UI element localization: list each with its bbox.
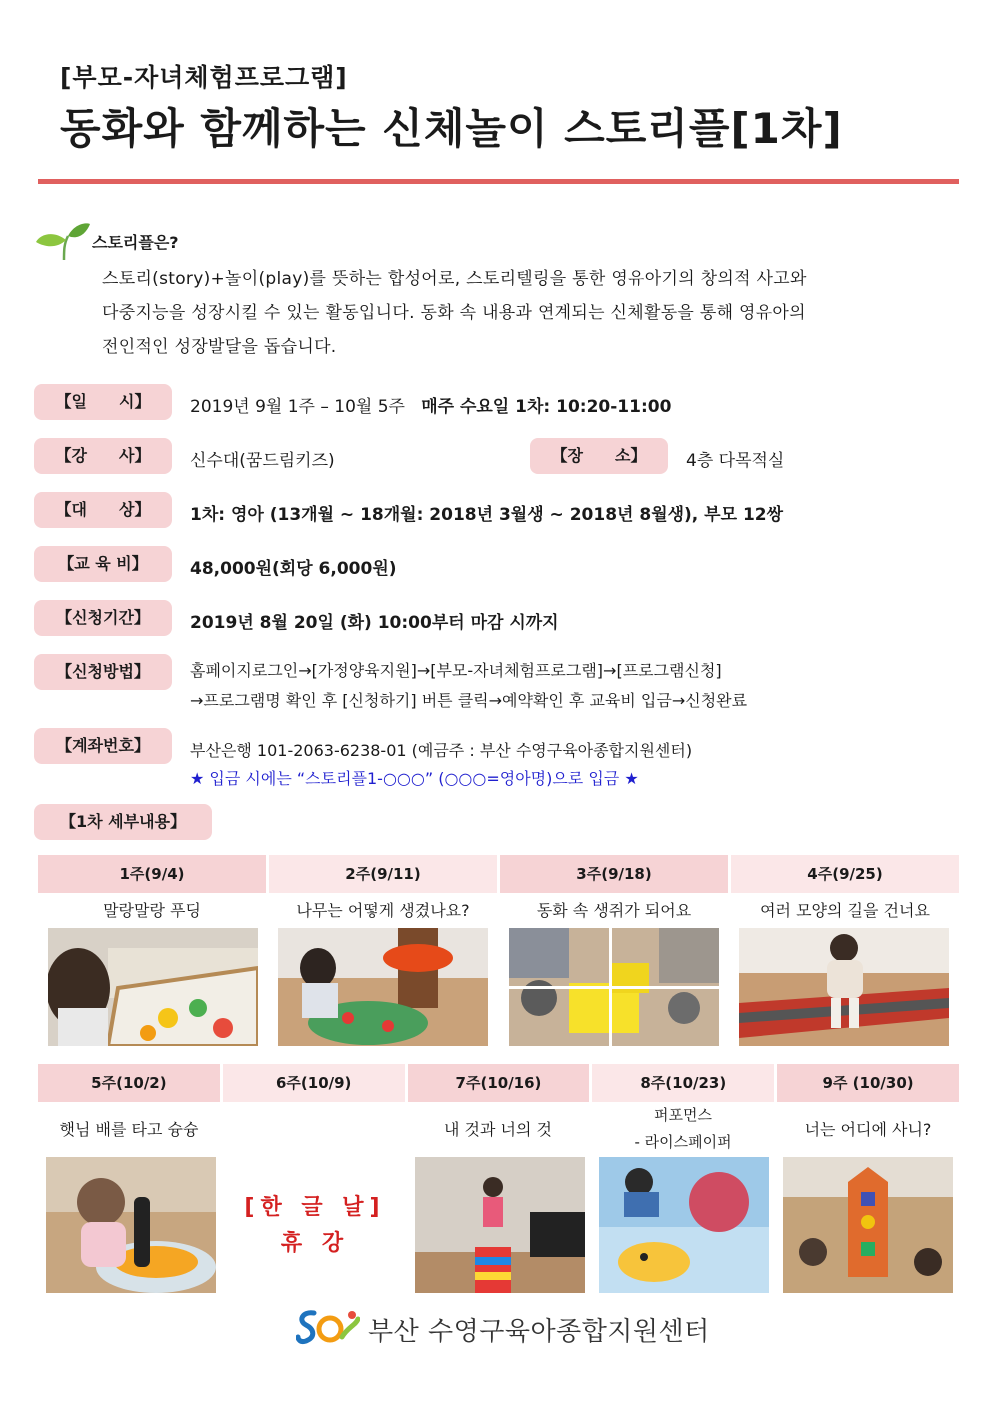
method-label: 【신청방법】 (34, 654, 172, 690)
intro-heading: 스토리플은? (92, 233, 179, 252)
holiday-closed: 휴 강 (280, 1231, 350, 1256)
week-header-row (38, 855, 959, 893)
center-name: 부산 수영구육아종합지원센터 (368, 1317, 710, 1347)
account-label: 【계좌번호】 (34, 728, 172, 764)
activity-photo-week7 (415, 1157, 585, 1293)
activity-photo-week2 (278, 928, 488, 1046)
intro-line: 다중지능을 성장시킬 수 있는 활동입니다. 동화 속 내용과 연계되는 신체활동을 통해 영유아의 (102, 303, 806, 323)
week-header: 9주 (10/30) (777, 1064, 959, 1102)
schedule-value (190, 392, 671, 417)
holiday-name: [한 글 날] (244, 1195, 386, 1220)
week-header: 1주(9/4) (38, 855, 266, 893)
details-label: 【1차 세부내용】 (34, 804, 212, 840)
page-title: 동화와 함께하는 신체놀이 스토리플[1차] (60, 104, 843, 153)
schedule-time: 매주 수요일 1차: 10:20-11:00 (421, 397, 672, 417)
week-title: 퍼포먼스 (654, 1106, 712, 1124)
activity-photo-week3 (509, 928, 719, 1046)
week-title: - 라이스페이퍼 (634, 1133, 732, 1151)
week-header: 6주(10/9) (223, 1064, 405, 1102)
period-label: 【신청기간】 (34, 600, 172, 636)
fee-value: 48,000원(회당 6,000원) (190, 559, 397, 579)
method-line: 홈페이지로그인→[가정양육지원]→[부모-자녀체험프로그램]→[프로그램신청] (190, 661, 722, 680)
week-title: 나무는 어떻게 생겼나요? (296, 901, 470, 920)
method-line: →프로그램명 확인 후 [신청하기] 버튼 클릭→예약확인 후 교육비 입금→신청완료 (190, 691, 748, 710)
account-value: 부산은행 101-2063-6238-01 (예금주 : 부산 수영구육아종합지원센터) (190, 741, 693, 760)
target-value: 1차: 영아 (13개월 ~ 18개월: 2018년 3월생 ~ 2018년 8월생), 부모 12쌍 (190, 505, 784, 525)
deposit-notice: ★ 입금 시에는 “스토리플1-○○○” (○○○=영아명)으로 입금 ★ (190, 769, 639, 788)
schedule-dates: 2019년 9월 1주 – 10월 5주 (190, 397, 405, 417)
period-value: 2019년 8월 20일 (화) 10:00부터 마감 시까지 (190, 613, 559, 633)
intro-line: 전인적인 성장발달을 돕습니다. (102, 337, 337, 357)
week-header: 2주(9/11) (269, 855, 497, 893)
week-title: 내 것과 너의 것 (444, 1120, 552, 1139)
center-logo-icon (296, 1307, 360, 1347)
schedule-label: 【일 시】 (34, 384, 172, 420)
week-title: 동화 속 생쥐가 되어요 (536, 901, 692, 920)
sprout-icon (34, 222, 90, 262)
activity-photo-week9 (783, 1157, 953, 1293)
place-label: 【장 소】 (530, 438, 668, 474)
activity-photo-week8 (599, 1157, 769, 1293)
target-label: 【대 상】 (34, 492, 172, 528)
week-title: 말랑말랑 푸딩 (103, 901, 201, 920)
week-header-row (38, 1064, 959, 1102)
holiday-notice (225, 1190, 405, 1262)
week-title: 너는 어디에 사니? (804, 1120, 932, 1139)
activity-photo-week5 (46, 1157, 216, 1293)
instructor-value: 신수대(꿈드림키즈) (190, 451, 335, 471)
week-title: 여러 모양의 길을 건너요 (760, 901, 930, 920)
activity-photo-week4 (739, 928, 949, 1046)
activity-photo-week1 (48, 928, 258, 1046)
place-value: 4층 다목적실 (686, 451, 785, 471)
week-header: 5주(10/2) (38, 1064, 220, 1102)
week-header: 8주(10/23) (592, 1064, 774, 1102)
fee-label: 【교 육 비】 (34, 546, 172, 582)
week-header: 3주(9/18) (500, 855, 728, 893)
intro-description (102, 262, 922, 364)
intro-line: 스토리(story)+놀이(play)를 뜻하는 합성어로, 스토리텔링을 통한 영유아기의 창의적 사고와 (102, 269, 807, 289)
instructor-label: 【강 사】 (34, 438, 172, 474)
week-header: 7주(10/16) (408, 1064, 590, 1102)
title-divider (38, 179, 959, 184)
program-category: [부모-자녀체험프로그램] (60, 63, 348, 92)
week-title: 햇님 배를 타고 슝슝 (59, 1120, 199, 1139)
week-header: 4주(9/25) (731, 855, 959, 893)
